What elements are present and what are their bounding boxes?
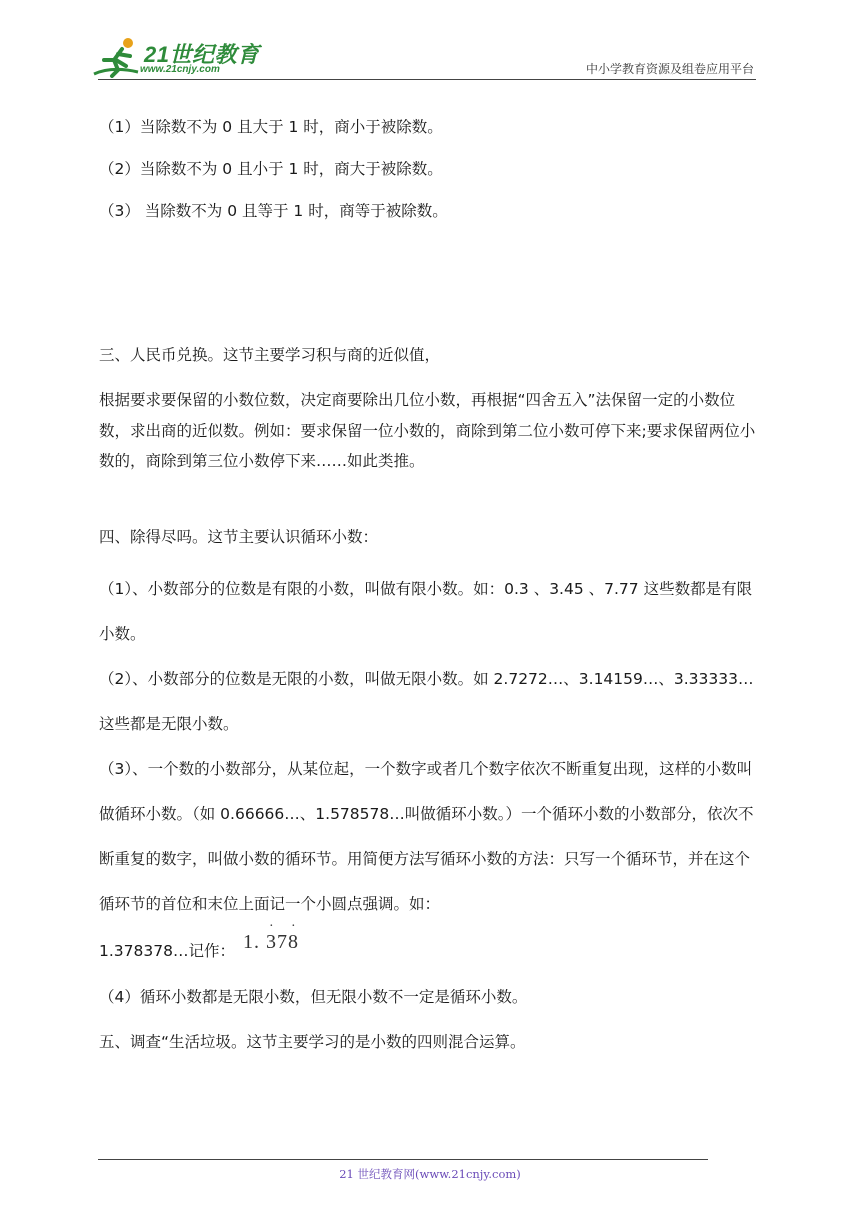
header-divider <box>98 79 756 80</box>
section-3-heading: 三、人民币兑换。这节主要学习积与商的近似值， <box>99 346 441 364</box>
runner-logo-icon <box>92 36 142 78</box>
finite-decimal-definition: （1）、小数部分的位数是有限的小数，叫做有限小数。如：0.3 、3.45 、7.77 这些数都是有限小数。 <box>99 580 753 643</box>
repeating-decimal-notation <box>243 918 299 966</box>
footer-divider <box>98 1159 708 1160</box>
formula-digit-2: 7 <box>276 930 288 953</box>
rule-line-3: （3） 当除数不为 0 且等于 1 时，商等于被除数。 <box>99 202 448 220</box>
site-logo <box>92 36 262 78</box>
section-3-body: 根据要求要保留的小数位数，决定商要除出几位小数，再根据“四舍五入”法保留一定的小数位数，求出商的近似数。例如：要求保留一位小数的，商除到第二位小数可停下来;要求保留两位小数的，商除到第三位小数停下来……如此类推。 <box>99 391 756 470</box>
section-4-note: （4）循环小数都是无限小数，但无限小数不一定是循环小数。 <box>99 988 528 1006</box>
logo-url: www.21cnjy.com <box>140 64 220 75</box>
footer-link[interactable]: 21 世纪教育网(www.21cnjy.com) <box>339 1167 521 1181</box>
repeating-decimal-example <box>99 918 761 975</box>
logo-text: 21世纪教育 <box>144 42 260 67</box>
formula-digit-1: · 3 <box>265 918 277 953</box>
infinite-decimal-definition: （2）、小数部分的位数是无限的小数，叫做无限小数。如 2.7272…、3.14159…、3.33333…这些都是无限小数。 <box>99 670 754 733</box>
document-body <box>99 106 761 1065</box>
page-header <box>0 0 860 80</box>
rule-line-1: （1）当除数不为 0 且大于 1 时，商小于被除数。 <box>99 118 443 136</box>
dot-mark: · <box>290 918 297 934</box>
formula-int-part: 1. <box>242 930 260 953</box>
section-5-heading: 五、调查“生活垃圾。这节主要学习的是小数的四则混合运算。 <box>99 1033 526 1051</box>
dot-mark: · <box>268 918 275 934</box>
repeating-decimal-definition: （3）、一个数的小数部分，从某位起，一个数字或者几个数字依次不断重复出现，这样的小数叫做循环小数。（如 0.66666…、1.578578…叫做循环小数。）一个循环小数的小数部分，依次不断重复的数字，叫做小数的循环节。用简便方法写循环小数的方法：只写一个循环节，并在这个循环节的首位和末位上面记一个小圆点强调。如： <box>99 760 754 913</box>
rule-line-2: （2）当除数不为 0 且小于 1 时，商大于被除数。 <box>99 160 443 178</box>
formula-digit-3: · 8 <box>287 918 299 953</box>
header-platform-name: 中小学教育资源及组卷应用平台 <box>585 62 754 76</box>
section-4-heading: 四、除得尽吗。这节主要认识循环小数： <box>99 528 379 546</box>
example-text: 1.378378…记作： <box>99 942 235 960</box>
spacer <box>99 232 761 340</box>
